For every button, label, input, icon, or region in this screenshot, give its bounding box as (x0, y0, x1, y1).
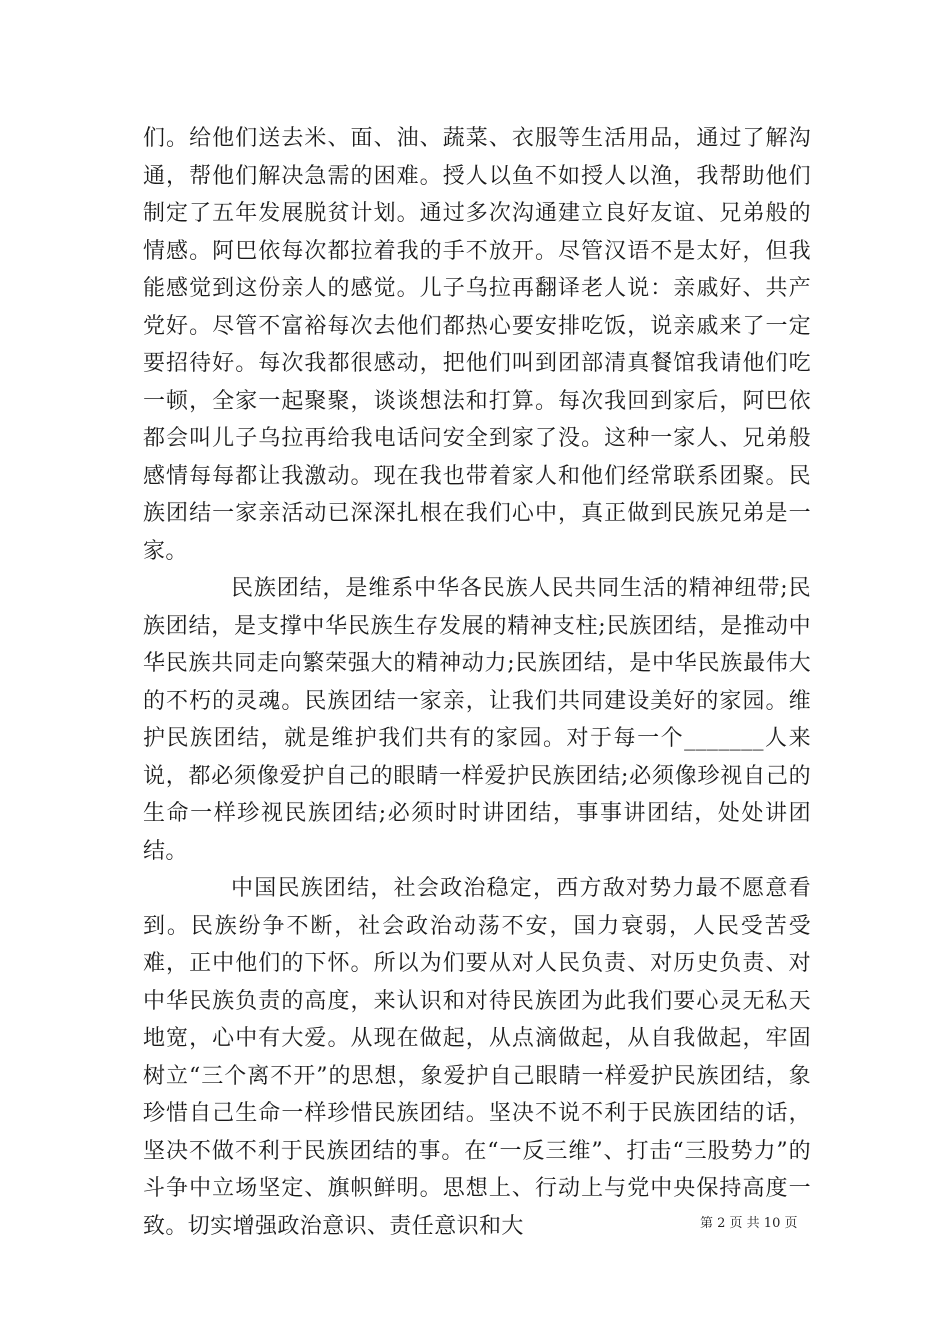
paragraph-1: 们。给他们送去米、面、油、蔬菜、衣服等生活用品，通过了解沟通，帮他们解决急需的困难。授人以鱼不如授人以渔，我帮助他们制定了五年发展脱贫计划。通过多次沟通建立良好友谊、兄弟般的情感。阿巴依每次都拉着我的手不放开。尽管汉语不是太好，但我能感觉到这份亲人的感觉。儿子乌拉再翻译老人说：亲戚好、共产党好。尽管不富裕每次去他们都热心要安排吃饭，说亲戚来了一定要招待好。每次我都很感动，把他们叫到团部清真餐馆我请他们吃一顿，全家一起聚聚，谈谈想法和打算。每次我回到家后，阿巴依都会叫儿子乌拉再给我电话问安全到家了没。这种一家人、兄弟般感情每每都让我激动。现在我也带着家人和他们经常联系团聚。民族团结一家亲活动已深深扎根在我们心中，真正做到民族兄弟是一家。 (143, 126, 811, 564)
paragraph-3: 中国民族团结，社会政治稳定，西方敌对势力最不愿意看到。民族纷争不断，社会政治动荡不安，国力衰弱，人民受苦受难，正中他们的下怀。所以为们要从对人民负责、对历史负责、对中华民族负责的高度，来认识和对待民族团为此我们要心灵无私天地宽，心中有大爱。从现在做起，从点滴做起，从自我做起，牢固树立“三个离不开”的思想，象爱护自己眼睛一样爱护民族团结，象珍惜自己生命一样珍惜民族团结。坚决不说不利于民族团结的话，坚决不做不利于民族团结的事。在“一反三维”、打击“三股势力”的斗争中立场坚定、旗帜鲜明。思想上、行动上与党中央保持高度一致。切实增强政治意识、责任意识和大 (143, 876, 811, 1239)
paragraph-2: 民族团结，是维系中华各民族人民共同生活的精神纽带;民族团结，是支撑中华民族生存发展的精神支柱;民族团结，是推动中华民族共同走向繁荣强大的精神动力;民族团结，是中华民族最伟大的不朽的灵魂。民族团结一家亲，让我们共同建设美好的家园。维护民族团结，就是维护我们共有的家园。对于每一个_______人来说，都必须像爱护自己的眼睛一样爱护民族团结;必须像珍视自己的生命一样珍视民族团结;必须时时讲团结，事事讲团结，处处讲团结。 (143, 576, 811, 864)
page-number-footer: 第 2 页 共 10 页 (700, 1216, 798, 1231)
document-body (143, 120, 811, 1245)
